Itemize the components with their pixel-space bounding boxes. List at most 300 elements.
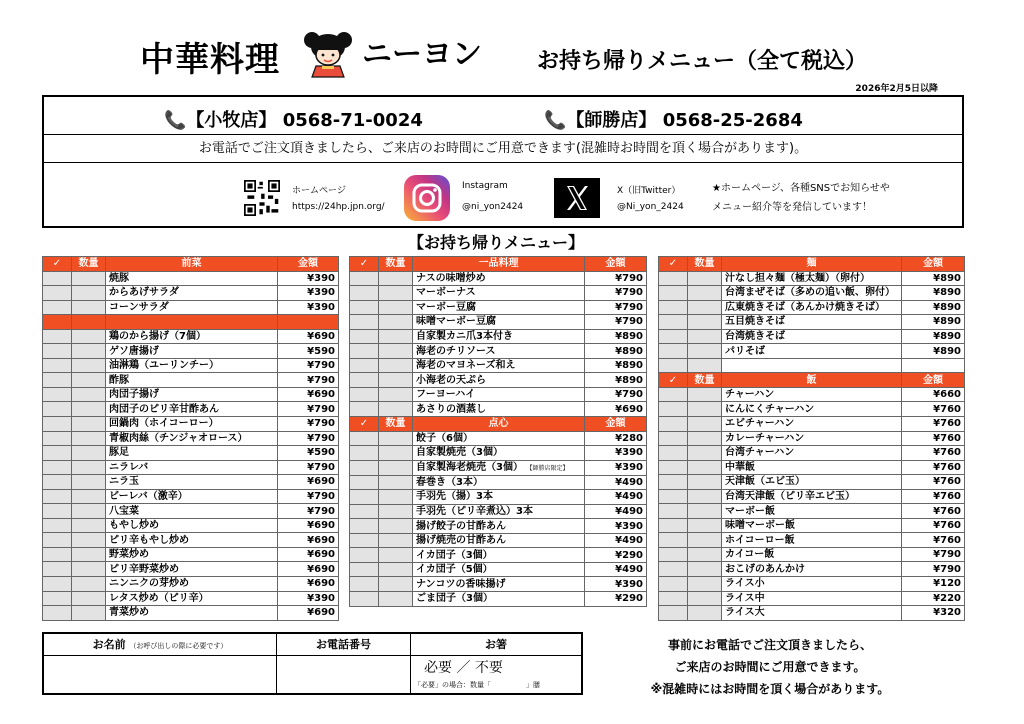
item-quantity-field[interactable] [72,547,106,562]
item-price: ¥490 [585,475,647,490]
name-note: （お呼び出しの際に必要です） [129,642,228,650]
section-title: 一品料理 [413,257,585,272]
item-checkbox[interactable] [350,533,379,548]
item-quantity-field[interactable] [379,431,413,446]
x-handle[interactable]: @Ni_yon_2424 [617,202,684,212]
menu-item-row [659,286,965,301]
item-checkbox[interactable] [43,562,72,577]
item-quantity-field[interactable] [379,504,413,519]
menu-item-row [350,329,647,344]
item-quantity-field[interactable] [379,373,413,388]
item-quantity-field[interactable] [72,577,106,592]
item-checkbox[interactable] [350,373,379,388]
item-quantity-field[interactable] [379,562,413,577]
price-header: 金額 [902,257,965,272]
item-checkbox[interactable] [43,286,72,301]
item-price: ¥320 [902,606,965,621]
menu-item-row [350,271,647,286]
item-price: ¥220 [902,591,965,606]
item-name [722,518,902,533]
item-quantity-field[interactable] [688,518,722,533]
item-name [106,300,278,315]
item-checkbox[interactable] [659,489,688,504]
item-name-text: 肉団子のピリ辛甘酢あん [109,403,219,415]
price-header: 金額 [902,373,965,388]
item-quantity-field[interactable] [379,446,413,461]
item-price: ¥590 [278,446,339,461]
item-quantity-field[interactable] [688,402,722,417]
item-name-text: カイコー飯 [725,549,775,561]
item-quantity-field[interactable] [72,300,106,315]
item-name [106,271,278,286]
item-checkbox[interactable] [43,547,72,562]
menu-item-row [43,271,339,286]
item-name [413,490,585,505]
item-quantity-field[interactable] [72,358,106,373]
item-name-text: 揚げ焼売の甘酢あん [416,535,506,547]
item-price: ¥690 [278,606,339,621]
item-checkbox[interactable] [350,475,379,490]
homepage-url[interactable]: https://24hp.jpn.org/ [292,202,385,212]
item-checkbox[interactable] [350,577,379,592]
item-price: ¥690 [278,547,339,562]
item-price: ¥390 [585,460,647,475]
item-name [413,387,585,402]
menu-item-row [43,329,339,344]
item-checkbox[interactable] [350,460,379,475]
item-quantity-field[interactable] [688,329,722,344]
menu-item-row [659,431,965,446]
item-quantity-field[interactable] [688,344,722,359]
item-price: ¥690 [278,533,339,548]
item-quantity-field[interactable] [379,475,413,490]
item-quantity-field[interactable] [379,315,413,330]
item-quantity-field[interactable] [688,533,722,548]
item-name-text: イカ団子（5個） [416,564,493,576]
phone-number-field[interactable] [277,657,410,693]
item-checkbox[interactable] [350,344,379,359]
item-name-text: ライス小 [725,578,765,590]
item-quantity-field[interactable] [72,417,106,432]
item-checkbox[interactable] [43,373,72,388]
menu-item-row [659,591,965,606]
item-name-text: にんにくチャーハン [725,403,815,415]
menu-item-row [659,475,965,490]
item-checkbox[interactable] [350,562,379,577]
item-name [722,504,902,519]
chopsticks-count[interactable]: 「必要」の場合：数量「 」膳 [414,681,540,689]
item-quantity-field[interactable] [688,577,722,592]
item-name-text: 八宝菜 [109,505,139,517]
check-header: ✓ [659,257,688,272]
section-header-row [659,257,965,272]
item-checkbox[interactable] [43,271,72,286]
item-name-text: 青椒肉絲（チンジャオロース） [109,432,248,444]
item-name [413,592,585,607]
item-quantity-field[interactable] [379,402,413,417]
menu-item-row [659,562,965,577]
menu-item-row [659,315,965,330]
menu-item-row [43,446,339,461]
item-name [413,402,585,417]
item-price: ¥790 [278,504,339,519]
item-quantity-field[interactable] [688,504,722,519]
item-checkbox[interactable] [43,358,72,373]
item-name-text: 広東焼きそば（あんかけ焼きそば） [725,301,885,313]
item-checkbox[interactable] [659,387,688,402]
menu-item-row [43,606,339,621]
menu-item-row [43,562,339,577]
item-checkbox[interactable] [659,344,688,359]
item-price: ¥890 [585,344,647,359]
item-checkbox[interactable] [43,475,72,490]
item-checkbox[interactable] [43,387,72,402]
effective-date: 2026年2月5日以降 [855,84,938,94]
item-quantity-field[interactable] [688,271,722,286]
item-checkbox[interactable] [350,300,379,315]
item-checkbox[interactable] [659,533,688,548]
item-name [722,402,902,417]
menu-item-row [659,417,965,432]
item-checkbox[interactable] [43,431,72,446]
menu-item-row [659,460,965,475]
item-quantity-field[interactable] [72,431,106,446]
item-quantity-field[interactable] [72,329,106,344]
item-quantity-field[interactable] [379,490,413,505]
menu-item-row [350,519,647,534]
item-name [413,286,585,301]
item-quantity-field[interactable] [72,606,106,621]
item-price: ¥390 [278,591,339,606]
item-name-text: ニラレバ [109,461,149,473]
item-checkbox[interactable] [350,329,379,344]
section-header-row [350,257,647,272]
item-quantity-field[interactable] [72,271,106,286]
item-quantity-field[interactable] [379,533,413,548]
item-checkbox[interactable] [659,460,688,475]
menu-item-row [350,475,647,490]
item-checkbox[interactable] [350,402,379,417]
item-quantity-field[interactable] [72,460,106,475]
item-price: ¥790 [278,417,339,432]
item-quantity-field[interactable] [72,475,106,490]
item-checkbox[interactable] [350,271,379,286]
item-name [722,577,902,592]
item-quantity-field[interactable] [688,431,722,446]
item-quantity-field[interactable] [72,533,106,548]
item-checkbox[interactable] [43,591,72,606]
item-quantity-field[interactable] [688,300,722,315]
item-price: ¥790 [585,315,647,330]
item-checkbox[interactable] [350,592,379,607]
item-quantity-field[interactable] [379,344,413,359]
item-name-text: からあげサラダ [109,287,179,299]
menu-item-row [43,358,339,373]
homepage-label: ホームページ [292,186,346,196]
item-checkbox[interactable] [43,577,72,592]
menu-item-row [43,373,339,388]
item-checkbox[interactable] [43,329,72,344]
item-name [106,562,278,577]
item-checkbox[interactable] [659,562,688,577]
check-header: ✓ [43,257,72,272]
menu-item-row [659,518,965,533]
item-name-text: 海老のチリソース [416,345,496,357]
menu-item-row [659,300,965,315]
item-quantity-field[interactable] [688,446,722,461]
item-price: ¥280 [585,431,647,446]
menu-item-row [43,518,339,533]
item-checkbox[interactable] [659,286,688,301]
item-name-text: ニラ玉 [109,476,139,488]
sns-row [44,163,962,226]
menu-item-row [43,504,339,519]
item-quantity-field[interactable] [72,489,106,504]
item-name-text: 青菜炒め [109,607,149,619]
item-checkbox[interactable] [43,489,72,504]
item-checkbox[interactable] [350,431,379,446]
item-price: ¥390 [585,446,647,461]
name-field[interactable] [44,657,276,693]
item-price: ¥760 [902,446,965,461]
item-checkbox[interactable] [659,431,688,446]
item-quantity-field[interactable] [688,547,722,562]
item-checkbox[interactable] [659,577,688,592]
spacer-row-red [43,315,339,330]
item-name-text: コーンサラダ [109,301,169,313]
item-quantity-field[interactable] [688,286,722,301]
item-quantity-field[interactable] [379,592,413,607]
x-twitter-icon[interactable] [554,178,600,218]
item-price: ¥290 [585,592,647,607]
item-checkbox[interactable] [43,344,72,359]
x-label: X（旧Twitter） [617,186,681,196]
item-name-text: 汁なし担々麺（極太麺）（卵付） [725,272,870,284]
item-name [106,402,278,417]
item-quantity-field[interactable] [72,402,106,417]
item-quantity-field[interactable] [379,286,413,301]
item-price: ¥760 [902,417,965,432]
item-checkbox[interactable] [659,271,688,286]
item-checkbox[interactable] [43,606,72,621]
item-quantity-field[interactable] [72,504,106,519]
chopsticks-options[interactable]: 必要 ／ 不要 [424,660,503,676]
item-price: ¥490 [585,533,647,548]
spacer-cell [43,315,72,330]
item-checkbox[interactable] [43,460,72,475]
brand-logo-icon [362,34,512,70]
item-quantity-field[interactable] [379,387,413,402]
item-price: ¥760 [902,504,965,519]
menu-item-row [350,358,647,373]
item-price: ¥790 [585,387,647,402]
item-name [722,562,902,577]
menu-item-row [350,592,647,607]
item-quantity-field[interactable] [72,286,106,301]
menu-item-row [350,344,647,359]
item-name-text: チャーハン [725,389,775,401]
item-checkbox[interactable] [43,533,72,548]
item-quantity-field[interactable] [688,562,722,577]
menu-item-row [43,344,339,359]
sns-news-line2: メニュー紹介等を発信しています！ [712,202,872,213]
qr-code-icon[interactable] [244,180,280,216]
item-checkbox[interactable] [350,490,379,505]
item-checkbox[interactable] [350,519,379,534]
menu-item-row [350,373,647,388]
phone-komaki[interactable] [164,106,423,132]
item-checkbox[interactable] [350,446,379,461]
item-quantity-field[interactable] [379,271,413,286]
item-quantity-field[interactable] [688,460,722,475]
item-checkbox[interactable] [659,446,688,461]
item-name [722,417,902,432]
item-name [106,504,278,519]
item-quantity-field[interactable] [379,358,413,373]
section-header-row [350,417,647,432]
qty-header: 数量 [379,257,413,272]
item-price: ¥790 [278,373,339,388]
item-checkbox[interactable] [350,358,379,373]
item-name-text: 手羽先（ピリ辛煮込）3本 [416,506,533,518]
mascot-logo-icon [300,30,356,78]
item-price: ¥790 [585,271,647,286]
item-name [413,548,585,563]
menu-item-row [659,344,965,359]
item-quantity-field[interactable] [379,460,413,475]
item-quantity-field[interactable] [688,315,722,330]
item-checkbox[interactable] [659,504,688,519]
item-checkbox[interactable] [43,402,72,417]
item-name [413,300,585,315]
item-quantity-field[interactable] [72,387,106,402]
item-name-text: 手羽先（揚）3本 [416,491,493,503]
item-price: ¥490 [585,504,647,519]
item-checkbox[interactable] [659,315,688,330]
item-price: ¥760 [902,402,965,417]
item-checkbox[interactable] [43,518,72,533]
item-quantity-field[interactable] [379,548,413,563]
check-header: ✓ [350,257,379,272]
menu-item-row [659,606,965,621]
section-header-row [43,257,339,272]
item-name-text: ホイコーロー飯 [725,534,795,546]
item-quantity-field[interactable] [72,373,106,388]
item-checkbox[interactable] [350,548,379,563]
item-name [106,344,278,359]
item-quantity-field[interactable] [72,344,106,359]
instagram-handle[interactable]: @ni_yon2424 [462,202,524,212]
item-name [413,446,585,461]
item-checkbox[interactable] [659,591,688,606]
item-checkbox[interactable] [43,417,72,432]
item-quantity-field[interactable] [688,606,722,621]
item-name [106,460,278,475]
item-checkbox[interactable] [659,475,688,490]
item-quantity-field[interactable] [379,300,413,315]
item-name-text: あさりの酒蒸し [416,403,486,415]
item-price: ¥590 [278,344,339,359]
item-quantity-field[interactable] [72,562,106,577]
item-checkbox[interactable] [659,402,688,417]
item-checkbox[interactable] [43,504,72,519]
sns-news-line1: ★ホームページ、各種SNSでお知らせや [712,183,890,194]
item-name [413,271,585,286]
item-checkbox[interactable] [350,286,379,301]
phone-shikatsu[interactable] [544,106,803,132]
item-price: ¥890 [902,286,965,301]
item-quantity-field[interactable] [688,475,722,490]
item-checkbox[interactable] [659,300,688,315]
item-quantity-field[interactable] [379,577,413,592]
item-checkbox[interactable] [659,417,688,432]
item-checkbox[interactable] [350,387,379,402]
order-notice: お電話でご注文頂きましたら、ご来店のお時間にご用意できます(混雑時お時間を頂く場合があります)。 [44,135,962,163]
spacer-cell [722,358,902,373]
instagram-icon[interactable] [404,175,450,221]
item-quantity-field[interactable] [379,329,413,344]
item-name-text: 野菜炒め [109,549,149,561]
item-name-text: 小海老の天ぷら [416,374,486,386]
item-quantity-field[interactable] [379,519,413,534]
item-price: ¥690 [278,475,339,490]
item-price: ¥690 [278,518,339,533]
item-checkbox[interactable] [350,315,379,330]
item-quantity-field[interactable] [688,417,722,432]
item-quantity-field[interactable] [688,489,722,504]
item-price: ¥760 [902,475,965,490]
menu-item-row [43,300,339,315]
footer-note-line2: ご来店のお時間にご用意できます。 [674,660,866,674]
item-name [413,358,585,373]
menu-item-row [350,533,647,548]
item-name-text: 台湾天津飯（ピリ辛エビ玉） [725,491,855,503]
menu-item-row [350,562,647,577]
item-name-text: 天津飯（エビ玉） [725,476,805,488]
item-quantity-field[interactable] [688,591,722,606]
item-price: ¥390 [278,271,339,286]
item-quantity-field[interactable] [72,446,106,461]
menu-item-row [43,387,339,402]
section-header-row [659,373,965,388]
item-checkbox[interactable] [43,300,72,315]
item-quantity-field[interactable] [72,591,106,606]
item-name [106,606,278,621]
spacer-cell [72,315,106,330]
item-price: ¥120 [902,577,965,592]
item-checkbox[interactable] [659,547,688,562]
item-name [413,504,585,519]
item-quantity-field[interactable] [72,518,106,533]
item-name-text: 自家製焼売（3個） [416,447,503,459]
logo-text: 中華料理 [140,40,280,80]
section-title: 麺 [722,257,902,272]
item-checkbox[interactable] [659,329,688,344]
item-price: ¥790 [278,402,339,417]
item-checkbox[interactable] [659,606,688,621]
item-price: ¥890 [902,344,965,359]
item-checkbox[interactable] [350,504,379,519]
item-checkbox[interactable] [43,446,72,461]
item-name-text: 味噌マーボー豆腐 [416,316,496,328]
section-title: 飯 [722,373,902,388]
item-checkbox[interactable] [659,518,688,533]
spacer-cell [902,358,965,373]
item-name [413,315,585,330]
item-name [413,344,585,359]
item-name [722,547,902,562]
item-quantity-field[interactable] [688,387,722,402]
